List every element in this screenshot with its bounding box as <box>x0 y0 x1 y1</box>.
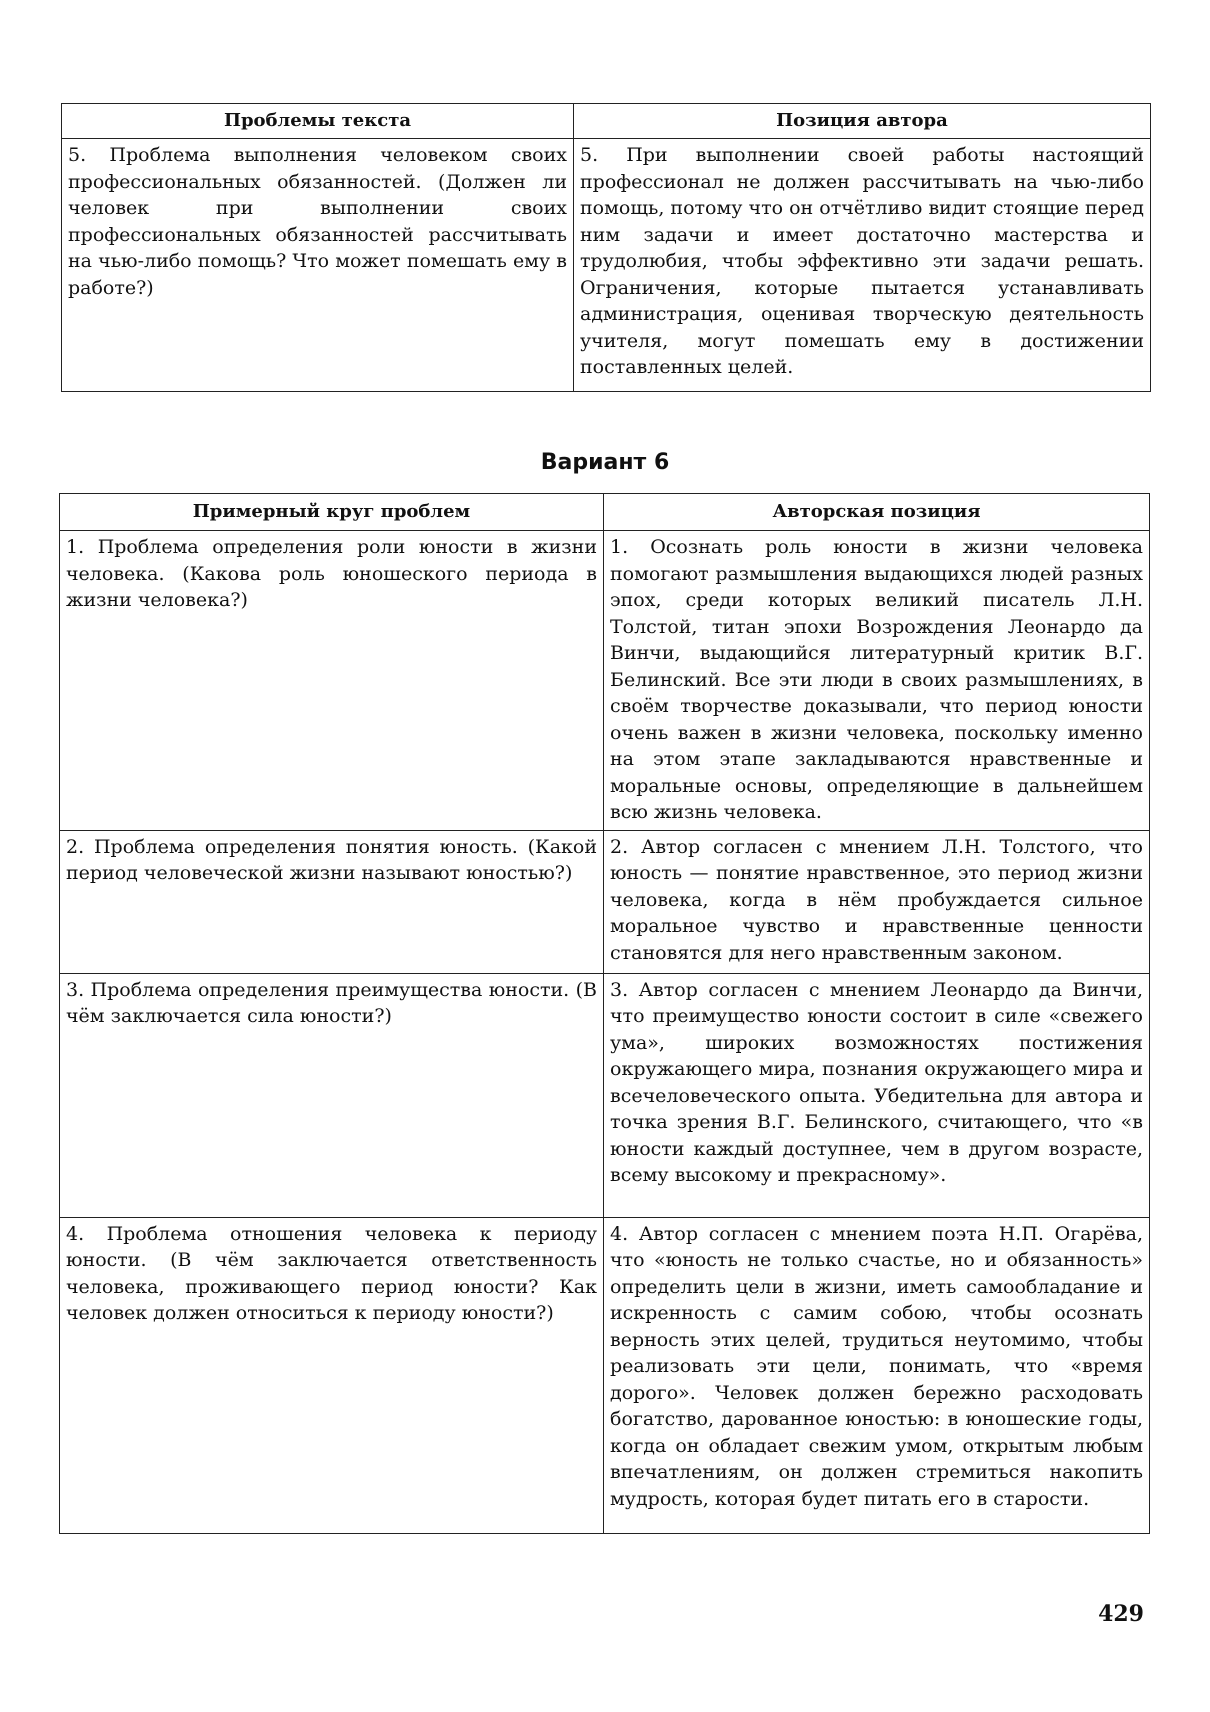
column-header-author-position: Авторская позиция <box>604 494 1150 531</box>
position-cell: 4. Автор согласен с мнением поэта Н.П. Огарёва, что «юность не только счастье, но и обязанность» определить цели в жизни, иметь самообладание и искренность с самим собою, чтобы осознать верность этих целей, трудиться неутомимо, чтобы реализовать эти цели, понимать, что «время дорого». Человек должен бережно расходовать богатство, дарованное юностью: в юношеские годы, когда он обладает свежим умом, открытым любым впечатлениям, он должен стремиться накопить мудрость, которая будет питать его в старости. <box>604 1217 1150 1533</box>
section-title: Вариант 6 <box>540 450 670 475</box>
position-cell: 2. Автор согласен с мнением Л.Н. Толстого, что юность — понятие нравственное, это период жизни человека, когда в нём пробуждается сильное моральное чувство и нравственные ценности становятся для него нравственным законом. <box>604 830 1150 973</box>
page-number: 429 <box>1098 1601 1144 1627</box>
problem-cell: 2. Проблема определения понятия юность. (Какой период человеческой жизни называют юностью?) <box>60 830 604 973</box>
problems-table-top <box>61 103 1151 392</box>
column-header-problems: Примерный круг проблем <box>60 494 604 531</box>
column-header-problems: Проблемы текста <box>62 104 574 139</box>
table-row <box>60 531 1150 831</box>
table-row <box>60 973 1150 1217</box>
table-row <box>60 1217 1150 1533</box>
position-cell: 1. Осознать роль юности в жизни человека помогают размышления выдающихся людей разных эпох, среди которых великий писатель Л.Н. Толстой, титан эпохи Возрождения Леонардо да Винчи, выдающийся литературный критик В.Г. Белинский. Все эти люди в своих размышлениях, в своём творчестве доказывали, что период юности очень важен в жизни человека, поскольку именно на этом этапе закладываются нравственные и моральные основы, определяющие в дальнейшем всю жизнь человека. <box>604 531 1150 831</box>
table-header-row <box>60 494 1150 531</box>
problem-cell: 1. Проблема определения роли юности в жизни человека. (Какова роль юношеского периода в жизни человека?) <box>60 531 604 831</box>
problem-cell: 4. Проблема отношения человека к периоду юности. (В чём заключается ответственность человека, проживающего период юности? Как человек должен относиться к периоду юности?) <box>60 1217 604 1533</box>
problem-cell: 3. Проблема определения преимущества юности. (В чём заключается сила юности?) <box>60 973 604 1217</box>
problem-cell: 5. Проблема выполнения человеком своих профессиональных обязанностей. (Должен ли человек при выполнении своих профессиональных обязанностей рассчитывать на чью-либо помощь? Что может помешать ему в работе?) <box>62 139 574 392</box>
table-row <box>60 830 1150 973</box>
table-header-row <box>62 104 1151 139</box>
table-row <box>62 139 1151 392</box>
position-cell: 5. При выполнении своей работы настоящий профессионал не должен рассчитывать на чью-либо помощь, потому что он отчётливо видит стоящие перед ним задачи и имеет достаточно мастерства и трудолюбия, чтобы эффективно эти задачи решать. Ограничения, которые пытается устанавливать администрация, оценивая творческую деятельность учителя, могут помешать ему в достижении поставленных целей. <box>574 139 1151 392</box>
problems-table-variant-6 <box>59 493 1150 1534</box>
position-cell: 3. Автор согласен с мнением Леонардо да Винчи, что преимущество юности состоит в силе «свежего ума», широких возможностях постижения окружающего мира, познания окружающего мира и всечеловеческого опыта. Убедительна для автора и точка зрения В.Г. Белинского, считающего, что «в юности каждый доступнее, чем в другом возрасте, всему высокому и прекрасному». <box>604 973 1150 1217</box>
column-header-author-position: Позиция автора <box>574 104 1151 139</box>
